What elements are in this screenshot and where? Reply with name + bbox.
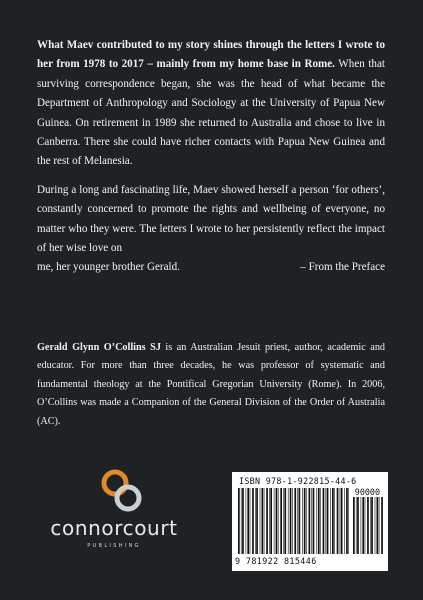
barcode-bar [283, 488, 284, 554]
barcode-bar [318, 488, 320, 554]
barcode-bar [316, 488, 317, 554]
barcode-bar [313, 488, 315, 554]
barcode-bar [241, 488, 242, 554]
barcode-bars [238, 488, 350, 554]
barcode-bar [304, 488, 306, 554]
author-name: Gerald Glynn O’Collins SJ [37, 342, 161, 353]
barcode-bar [292, 488, 293, 554]
isbn-barcode [232, 472, 388, 571]
publisher-wordmark: connorcourt [50, 516, 178, 540]
barcode-bar [353, 497, 355, 554]
barcode-bar [332, 488, 334, 554]
barcode-bar [362, 497, 364, 554]
barcode-bar [370, 497, 371, 554]
barcode-bar [323, 488, 325, 554]
barcode-bar [274, 488, 275, 554]
author-bio-text: is an Australian Jesuit priest, author, academic and educator. For more than three decades, he was professor of systematic and fundamental theology at the Pontifical Gregorian University (Rome). In 2006, O’Collins was made a Companion of the General Division of the Order of Australia (AC). [37, 342, 386, 427]
preface-attribution: – From the Preface [300, 261, 385, 274]
blurb-paragraph-1-text: When that surviving correspondence began, she was the head of what became the Department of Anthropology and Sociology at the University of Papua New Guinea. On retirement in 1989 she returned to Australia and chose to live in Canberra. There she could have richer contacts with Papua New Guinea and the rest of Melanesia. [37, 58, 385, 168]
publisher-subtitle: PUBLISHING [87, 543, 141, 549]
barcode-bar [294, 488, 296, 554]
grey-ring-icon [117, 487, 139, 509]
blurb [37, 36, 385, 287]
preface-line [37, 258, 385, 277]
barcode-bar [357, 497, 359, 554]
barcode-bar [306, 488, 307, 554]
author-bio [37, 339, 385, 431]
preface-last-line: me, her younger brother Gerald. [37, 261, 180, 274]
barcode-bar [247, 488, 249, 554]
barcode-bar [270, 488, 272, 554]
linked-rings-logo-icon [98, 468, 146, 513]
barcode-bar [327, 488, 329, 554]
barcode-bar [348, 488, 349, 554]
barcode-bar [276, 488, 278, 554]
barcode-bar [330, 488, 331, 554]
barcode-bar [280, 488, 282, 554]
barcode-bar [264, 488, 265, 554]
barcode-bar [340, 488, 341, 554]
barcode-bar [377, 497, 379, 554]
barcode-bar [290, 488, 292, 554]
barcode-bar [341, 488, 343, 554]
barcode-bar [302, 488, 303, 554]
barcode-bar [326, 488, 327, 554]
barcode-bar [344, 488, 345, 554]
barcode-bar [288, 488, 289, 554]
price-addon: 90000 [354, 487, 380, 497]
barcode-bar [256, 488, 258, 554]
barcode-bar [255, 488, 256, 554]
barcode-bar [246, 488, 247, 554]
paragraph-1 [37, 36, 385, 172]
barcode-bar [365, 497, 366, 554]
barcode-bar [297, 488, 298, 554]
barcode-bar [299, 488, 301, 554]
barcode-bar [250, 488, 251, 554]
paragraph-2 [37, 181, 385, 278]
barcode-bar [309, 488, 311, 554]
barcode-bar [278, 488, 279, 554]
barcode-bar [311, 488, 312, 554]
blurb-bold-intro: What Maev contributed to my story shines through the letters I wrote to her from 1978 to 2017 – mainly from my home base in Rome. [37, 39, 385, 71]
barcode-bar [361, 497, 362, 554]
barcode-bar [242, 488, 244, 554]
barcode-bar [379, 497, 380, 554]
barcode-bar [356, 497, 357, 554]
isbn-label: ISBN 978-1-922815-44-6 [239, 476, 357, 486]
barcode-bar [381, 497, 383, 554]
barcode-bar [252, 488, 254, 554]
barcode-bar [367, 497, 369, 554]
barcode-bar [371, 497, 373, 554]
barcode-bar [334, 488, 335, 554]
blurb-paragraph-2-text: During a long and fascinating life, Maev showed herself a person ‘for others’, constantly concerned to promote the rights and wellbeing of everyone, no matter who they were. The letters I wrote to her persistently reflect the impact of her wise love on [37, 183, 385, 255]
barcode-bar [284, 488, 286, 554]
ean-digits: 9 781922 815446 [235, 556, 317, 566]
barcode-bar [375, 497, 376, 554]
barcode-bar [346, 488, 348, 554]
barcode-bar [320, 488, 321, 554]
barcode-bar [260, 488, 261, 554]
barcode-bar [269, 488, 270, 554]
barcode-bar [337, 488, 339, 554]
addon-barcode-bars [353, 497, 383, 554]
barcode-bar [238, 488, 240, 554]
publisher-logo [34, 468, 194, 558]
barcode-bar [262, 488, 264, 554]
barcode-bar [266, 488, 268, 554]
